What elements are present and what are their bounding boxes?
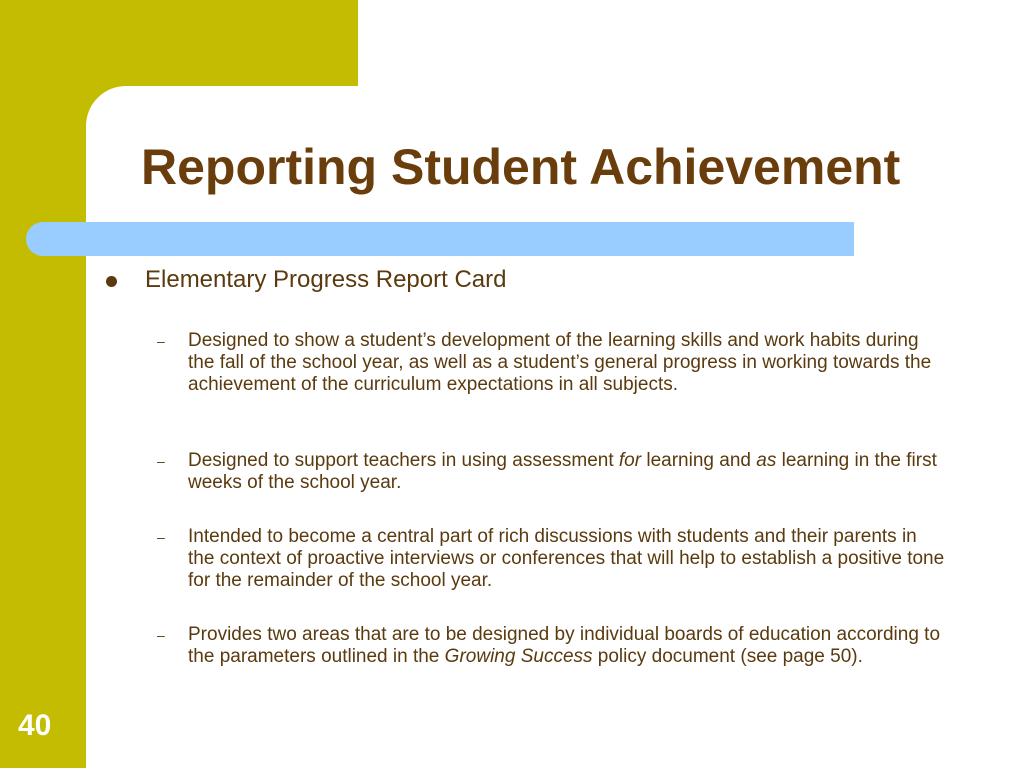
slide-page-number: 40 — [18, 709, 52, 742]
sub-bullet-text-part: Intended to become a central part of rich discussions with students and their parents in the context of proactive interviews or conferences that will help to establish a positive tone for the remainder of the school year. — [188, 526, 945, 591]
sub-bullet-italic-part: for — [618, 450, 642, 471]
dash-icon: – — [157, 529, 165, 545]
sub-bullet-text — [188, 330, 945, 396]
bullet-dot-icon — [106, 276, 117, 287]
sub-bullet-text-part: learning and — [641, 450, 757, 471]
frame-left-band — [0, 0, 86, 768]
dash-icon: – — [157, 627, 165, 643]
slide-top-right-area — [358, 0, 1024, 86]
bullet-heading: Elementary Progress Report Card — [145, 266, 507, 293]
sub-bullet-text-part: policy document (see page 50). — [592, 646, 863, 667]
sub-bullet-text-part: Designed to show a student’s development of the learning skills and work habits during the fall of the school year, as well as a student’s general progress in working towards the achievement of the curriculum expectations in all subjects. — [188, 330, 932, 395]
dash-icon: – — [157, 333, 165, 349]
sub-bullet-text-part: Provides two areas that are to be designed by individual boards of education according to the parameters outlined in the — [188, 624, 941, 667]
frame-top-band — [0, 0, 358, 86]
dash-icon: – — [157, 453, 165, 469]
sub-bullet-text — [188, 450, 945, 494]
title-underline-bar — [26, 222, 854, 256]
sub-bullet-text — [188, 624, 945, 668]
sub-bullet-text-part: Designed to support teachers in using assessment — [188, 450, 619, 471]
sub-bullet-italic-part: Growing Success — [444, 646, 593, 667]
slide-title: Reporting Student Achievement — [141, 139, 901, 195]
sub-bullet-text-part: learning in the first weeks of the school year. — [188, 450, 937, 493]
sub-bullet-text — [188, 526, 945, 592]
sub-bullet-italic-part: as — [756, 450, 777, 471]
